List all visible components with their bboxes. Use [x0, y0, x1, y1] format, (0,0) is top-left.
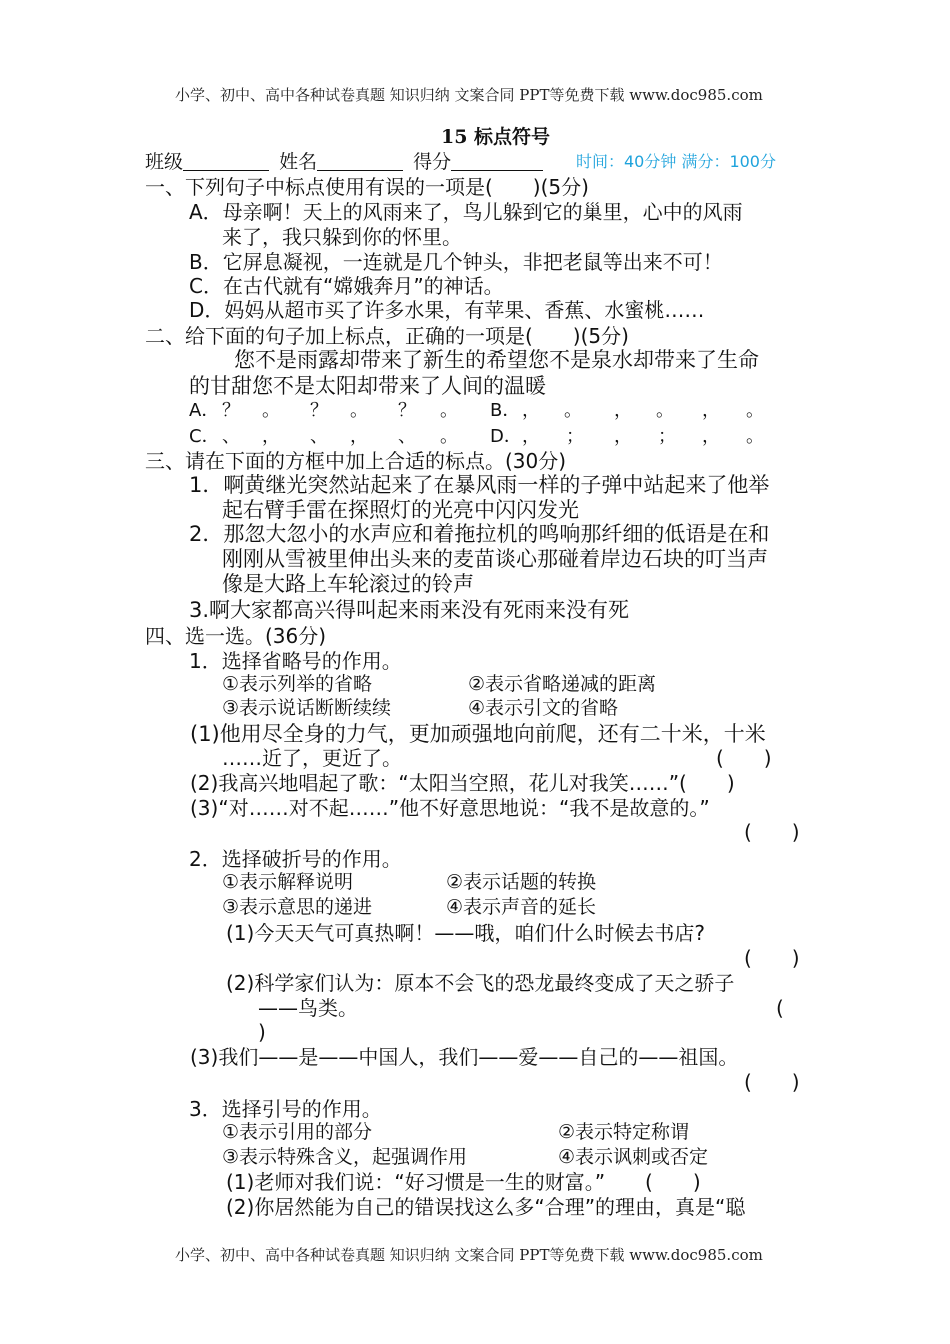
q2-option-d-mark: ； — [658, 426, 676, 447]
q4-part1-option4: ④表示引文的省略 — [468, 697, 619, 719]
q4-part2-item3-answer[interactable]: ( ) — [744, 1070, 800, 1094]
q4-part2-item3: (3)我们——是——中国人，我们——爱——自己的——祖国。 — [190, 1045, 739, 1069]
q2-option-c-label: C． — [189, 426, 220, 447]
q4-part2-item2-line2: ——鸟类。 — [258, 996, 358, 1020]
score-blank[interactable] — [451, 152, 543, 171]
q2-option-b-label: B． — [490, 400, 521, 421]
q4-part2-stem: 2．选择破折号的作用。 — [189, 847, 402, 871]
q1-stem: 一、下列句子中标点使用有误的一项是( )(5分) — [145, 175, 589, 199]
time-score-info: 时间：40分钟 满分：100分 — [576, 152, 776, 171]
q2-text-line1: 您不是雨露却带来了新生的希望您不是泉水却带来了生命 — [234, 348, 759, 372]
q2-option-c-mark: ， — [350, 426, 368, 447]
q3-sentence2-line2: 刚刚从雪被里伸出头来的麦苗谈心那碰着岸边石块的叮当声 — [222, 547, 768, 571]
q4-part2-option3: ③表示意思的递进 — [222, 896, 373, 918]
q4-part1-item3-answer[interactable]: ( ) — [744, 820, 800, 844]
q4-part1-item2: (2)我高兴地唱起了歌：“太阳当空照，花儿对我笑……”( ) — [190, 771, 735, 795]
q3-sentence3: 3.啊大家都高兴得叫起来雨来没有死雨来没有死 — [189, 598, 630, 622]
q4-part2-item2-answer-close[interactable]: ) — [258, 1020, 266, 1044]
q1-option-b: B．它屏息凝视，一连就是几个钟头，非把老鼠等出来不可！ — [189, 250, 723, 274]
q4-part1-option1: ①表示列举的省略 — [222, 673, 373, 695]
q2-text-line2: 的甘甜您不是太阳却带来了人间的温暖 — [189, 374, 546, 398]
q2-option-a-mark: 。 — [350, 400, 368, 421]
q3-sentence1-line2: 起右臂手雷在探照灯的光亮中闪闪发光 — [222, 498, 579, 522]
q4-stem: 四、选一选。(36分) — [145, 624, 327, 648]
q4-part3-stem: 3．选择引号的作用。 — [189, 1097, 382, 1121]
q4-part3-option1: ①表示引用的部分 — [222, 1121, 373, 1143]
q2-option-d-label: D． — [490, 426, 522, 447]
q4-part3-option4: ④表示讽刺或否定 — [558, 1146, 709, 1168]
q1-option-a-line1: A．母亲啊！天上的风雨来了，鸟儿躲到它的巢里，心中的风雨 — [189, 200, 743, 224]
q4-part2-option1: ①表示解释说明 — [222, 871, 354, 893]
q2-option-c-mark: 、 — [222, 426, 240, 447]
q4-part1-item1-line2: ……近了，更近了。 — [222, 746, 402, 770]
q4-part3-option2: ②表示特定称谓 — [558, 1121, 690, 1143]
info-row — [145, 152, 547, 172]
q3-sentence2-line1: 2．那忽大忽小的水声应和着拖拉机的鸣响那纤细的低语是在和 — [189, 522, 770, 546]
q4-part2-item2-answer-open[interactable]: ( — [776, 996, 784, 1020]
q4-part1-option3: ③表示说话断断续续 — [222, 697, 392, 719]
page-title: 15 标点符号 — [441, 126, 551, 148]
q2-option-b-mark: ， — [702, 400, 720, 421]
q3-sentence2-line3: 像是大路上车轮滚过的铃声 — [222, 572, 474, 596]
q4-part2-item1: (1)今天天气可真热啊！——哦，咱们什么时候去书店? — [226, 921, 705, 945]
q4-part3-item2: (2)你居然能为自己的错误找这么多“合理”的理由，真是“聪 — [226, 1195, 746, 1219]
q2-option-b-mark: 。 — [746, 400, 764, 421]
q2-option-d-mark: ， — [522, 426, 540, 447]
q2-option-c-mark: 。 — [440, 426, 458, 447]
q4-part2-option4: ④表示声音的延长 — [446, 896, 597, 918]
q4-part2-item2-line1: (2)科学家们认为：原本不会飞的恐龙最终变成了天之骄子 — [226, 971, 735, 995]
q4-part1-item1-line1: (1)他用尽全身的力气，更加顽强地向前爬，还有二十米，十米 — [190, 722, 766, 746]
name-label: 姓名 — [279, 151, 318, 173]
q2-option-c-mark: 、 — [310, 426, 328, 447]
q4-part2-option2: ②表示话题的转换 — [446, 871, 597, 893]
q4-part2-item1-answer[interactable]: ( ) — [744, 946, 800, 970]
q3-stem: 三、请在下面的方框中加上合适的标点。(30分) — [145, 449, 567, 473]
q1-option-a-line2: 来了，我只躲到你的怀里。 — [222, 225, 462, 249]
q2-stem: 二、给下面的句子加上标点，正确的一项是( )(5分) — [145, 324, 629, 348]
q2-option-a-mark: ？ — [222, 400, 240, 421]
score-label: 得分 — [413, 151, 452, 173]
q2-option-d-mark: ， — [702, 426, 720, 447]
q4-part3-item1: (1)老师对我们说：“好习惯是一生的财富。” ( ) — [226, 1170, 701, 1194]
q2-option-d-mark: ， — [614, 426, 632, 447]
q4-part1-option2: ②表示省略递减的距离 — [468, 673, 657, 695]
q2-option-b-mark: ， — [522, 400, 540, 421]
q4-part3-option3: ③表示特殊含义，起强调作用 — [222, 1146, 468, 1168]
q2-option-d-mark: ； — [566, 426, 584, 447]
page-header: 小学、初中、高中各种试卷真题 知识归纳 文案合同 PPT等免费下载 www.doc985.com — [175, 86, 763, 104]
q1-option-c: C．在古代就有“嫦娥奔月”的神话。 — [189, 274, 504, 298]
page-footer: 小学、初中、高中各种试卷真题 知识归纳 文案合同 PPT等免费下载 www.doc985.com — [175, 1246, 763, 1264]
q2-option-a-mark: 。 — [262, 400, 280, 421]
q2-option-c-mark: 、 — [398, 426, 416, 447]
q4-part1-item1-answer[interactable]: ( ) — [716, 746, 772, 770]
name-blank[interactable] — [317, 152, 403, 171]
class-label: 班级 — [145, 151, 184, 173]
q2-option-a-mark: ？ — [310, 400, 328, 421]
q2-option-b-mark: ， — [614, 400, 632, 421]
q2-option-c-mark: ， — [262, 426, 280, 447]
q1-option-d: D．妈妈从超市买了许多水果，有苹果、香蕉、水蜜桃…… — [189, 298, 705, 322]
q4-part1-item3: (3)“对……对不起……”他不好意思地说：“我不是故意的。” — [190, 796, 710, 820]
q2-option-d-mark: 。 — [746, 426, 764, 447]
q4-part1-stem: 1．选择省略号的作用。 — [189, 649, 402, 673]
q2-option-b-mark: 。 — [564, 400, 582, 421]
q3-sentence1-line1: 1．啊黄继光突然站起来了在暴风雨一样的子弹中站起来了他举 — [189, 473, 770, 497]
q2-option-a-mark: 。 — [440, 400, 458, 421]
q2-option-b-mark: 。 — [656, 400, 674, 421]
class-blank[interactable] — [183, 152, 269, 171]
q2-option-a-mark: ？ — [398, 400, 416, 421]
q2-option-a-label: A． — [189, 400, 220, 421]
